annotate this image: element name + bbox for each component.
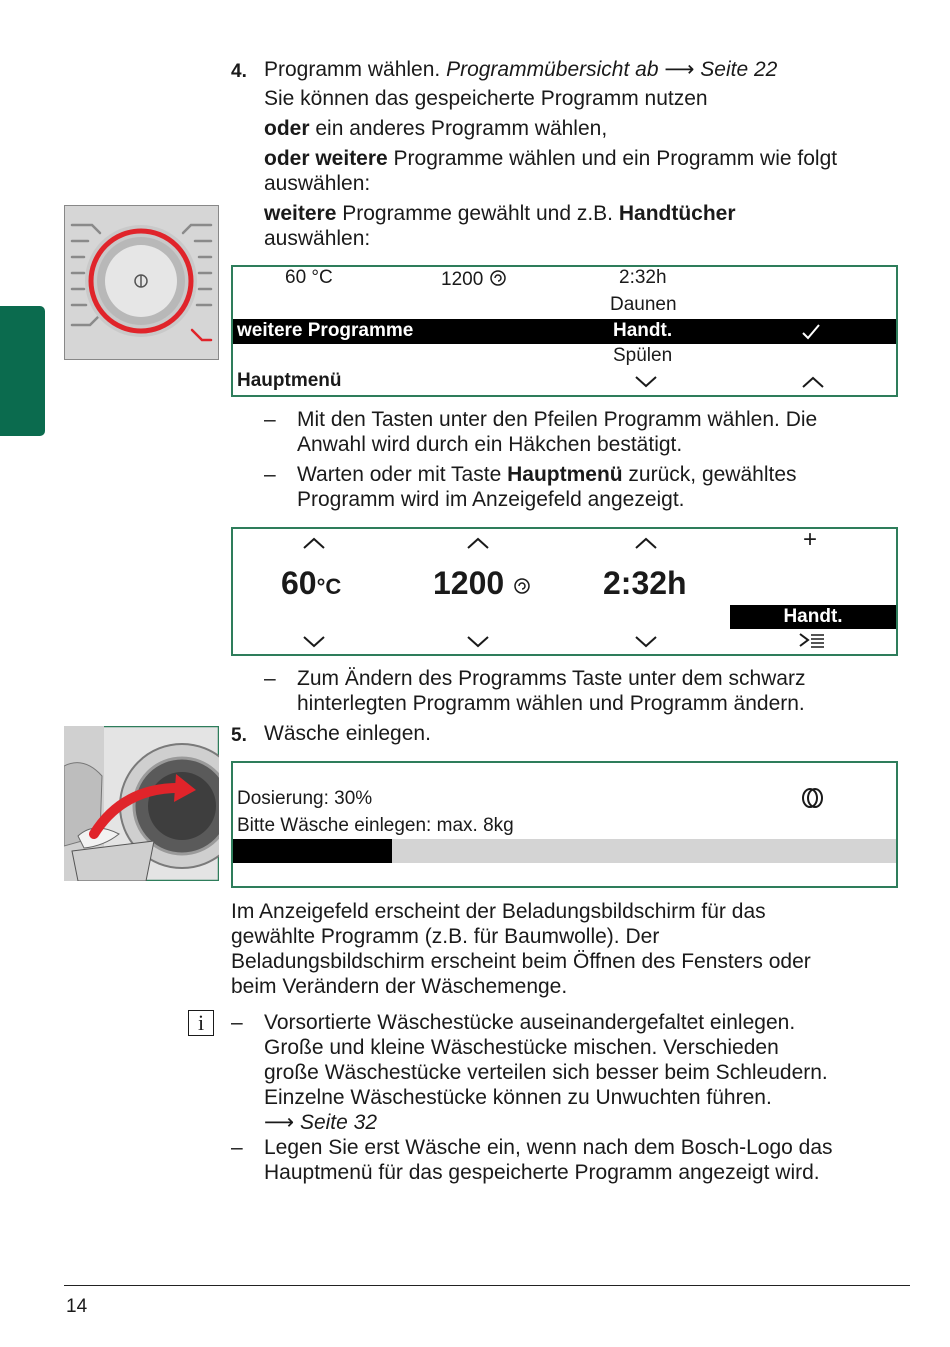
- step4-line: auswählen:: [264, 227, 371, 250]
- paragraph-line: Beladungsbildschirm erscheint beim Öffnen des Fensters oder: [231, 950, 811, 973]
- list-item[interactable]: Daunen: [610, 294, 677, 315]
- chevron-down-icon[interactable]: [302, 635, 326, 649]
- info-line: Große und kleine Wäschestücke mischen. Verschieden: [264, 1036, 779, 1059]
- bullet-line: Zum Ändern des Programms Taste unter dem schwarz: [297, 667, 806, 690]
- display-program-list: [231, 265, 898, 397]
- page-reference-link[interactable]: ⟶ Seite 32: [264, 1111, 377, 1134]
- load-progress-fill: [233, 839, 392, 863]
- load-progress-bar: [233, 839, 896, 863]
- main-menu-label[interactable]: Hauptmenü: [237, 370, 342, 391]
- info-line: Einzelne Wäschestücke können zu Unwuchten führen.: [264, 1086, 772, 1109]
- display-main-menu: [231, 527, 898, 656]
- time-display[interactable]: 2:32h: [603, 565, 687, 601]
- knob-illustration: [64, 205, 219, 360]
- time-value: 2:32h: [619, 267, 667, 288]
- dash: –: [264, 408, 276, 431]
- step4-title: Programm wählen. Programmübersicht ab ⟶ Seite 22: [264, 58, 778, 81]
- chevron-up-icon[interactable]: [801, 375, 825, 389]
- spin-value: 1200: [441, 269, 507, 291]
- list-item[interactable]: Spülen: [613, 345, 673, 366]
- step-number: 5.: [231, 725, 247, 746]
- step4-line: Sie können das gespeicherte Programm nutzen: [264, 87, 708, 110]
- dash: –: [264, 463, 276, 486]
- step-number: 4.: [231, 61, 247, 82]
- dosing-label: Dosierung: 30%: [237, 788, 373, 809]
- step4-line: oder weitere Programme wählen und ein Programm wie folgt: [264, 147, 838, 170]
- plus-icon[interactable]: +: [803, 526, 818, 553]
- temp-value: 60 °C: [285, 267, 333, 288]
- chevron-down-icon[interactable]: [634, 375, 658, 389]
- program-menu-icon[interactable]: [798, 631, 826, 649]
- info-icon: i: [188, 1010, 214, 1036]
- detergent-icon: [801, 787, 825, 809]
- page-number: 14: [66, 1296, 88, 1317]
- program-button[interactable]: [730, 605, 896, 629]
- dash: –: [264, 667, 276, 690]
- dash: –: [231, 1136, 243, 1159]
- info-line: Vorsortierte Wäschestücke auseinandergefaltet einlegen.: [264, 1011, 796, 1034]
- info-line: große Wäschestücke verteilen sich besser beim Schleudern.: [264, 1061, 828, 1084]
- chevron-up-icon[interactable]: [634, 536, 658, 550]
- selected-program: Handt.: [613, 320, 673, 341]
- chevron-up-icon[interactable]: [302, 536, 326, 550]
- chevron-down-icon[interactable]: [466, 635, 490, 649]
- paragraph-line: beim Verändern der Wäschemenge.: [231, 975, 568, 998]
- spin-icon: [489, 269, 507, 287]
- info-line: Legen Sie erst Wäsche ein, wenn nach dem Bosch-Logo das: [264, 1136, 833, 1159]
- bullet-line: Anwahl wird durch ein Häkchen bestätigt.: [297, 433, 683, 456]
- bullet-line: Programm wird im Anzeigefeld angezeigt.: [297, 488, 685, 511]
- chevron-up-icon[interactable]: [466, 536, 490, 550]
- temp-display[interactable]: 60°C: [281, 565, 342, 601]
- dash: –: [231, 1011, 243, 1034]
- spin-display[interactable]: 1200: [433, 565, 531, 601]
- chevron-down-icon[interactable]: [634, 635, 658, 649]
- menu-label: weitere Programme: [237, 320, 414, 341]
- program-name: Handt.: [783, 606, 843, 627]
- bullet-line: Mit den Tasten unter den Pfeilen Programm wählen. Die: [297, 408, 818, 431]
- step5-text: Wäsche einlegen.: [264, 722, 431, 745]
- chapter-tab: [0, 306, 45, 436]
- step4-line: oder ein anderes Programm wählen,: [264, 117, 608, 140]
- footer-divider: [64, 1285, 910, 1286]
- paragraph-line: gewählte Programm (z.B. für Baumwolle). Der: [231, 925, 660, 948]
- info-line: Hauptmenü für das gespeicherte Programm angezeigt wird.: [264, 1161, 820, 1184]
- checkmark-icon: [801, 323, 821, 341]
- selected-row[interactable]: [233, 319, 896, 344]
- display-loading: [231, 761, 898, 888]
- spin-icon: [513, 577, 531, 595]
- paragraph-line: Im Anzeigefeld erscheint der Beladungsbildschirm für das: [231, 900, 766, 923]
- loading-laundry-illustration: [64, 726, 219, 881]
- step4-line: weitere Programme gewählt und z.B. Handtücher: [264, 202, 736, 225]
- load-hint: Bitte Wäsche einlegen: max. 8kg: [237, 815, 514, 836]
- bullet-line: hinterlegten Programm wählen und Programm ändern.: [297, 692, 805, 715]
- step4-line: auswählen:: [264, 172, 371, 195]
- bullet-line: Warten oder mit Taste Hauptmenü zurück, gewähltes: [297, 463, 797, 486]
